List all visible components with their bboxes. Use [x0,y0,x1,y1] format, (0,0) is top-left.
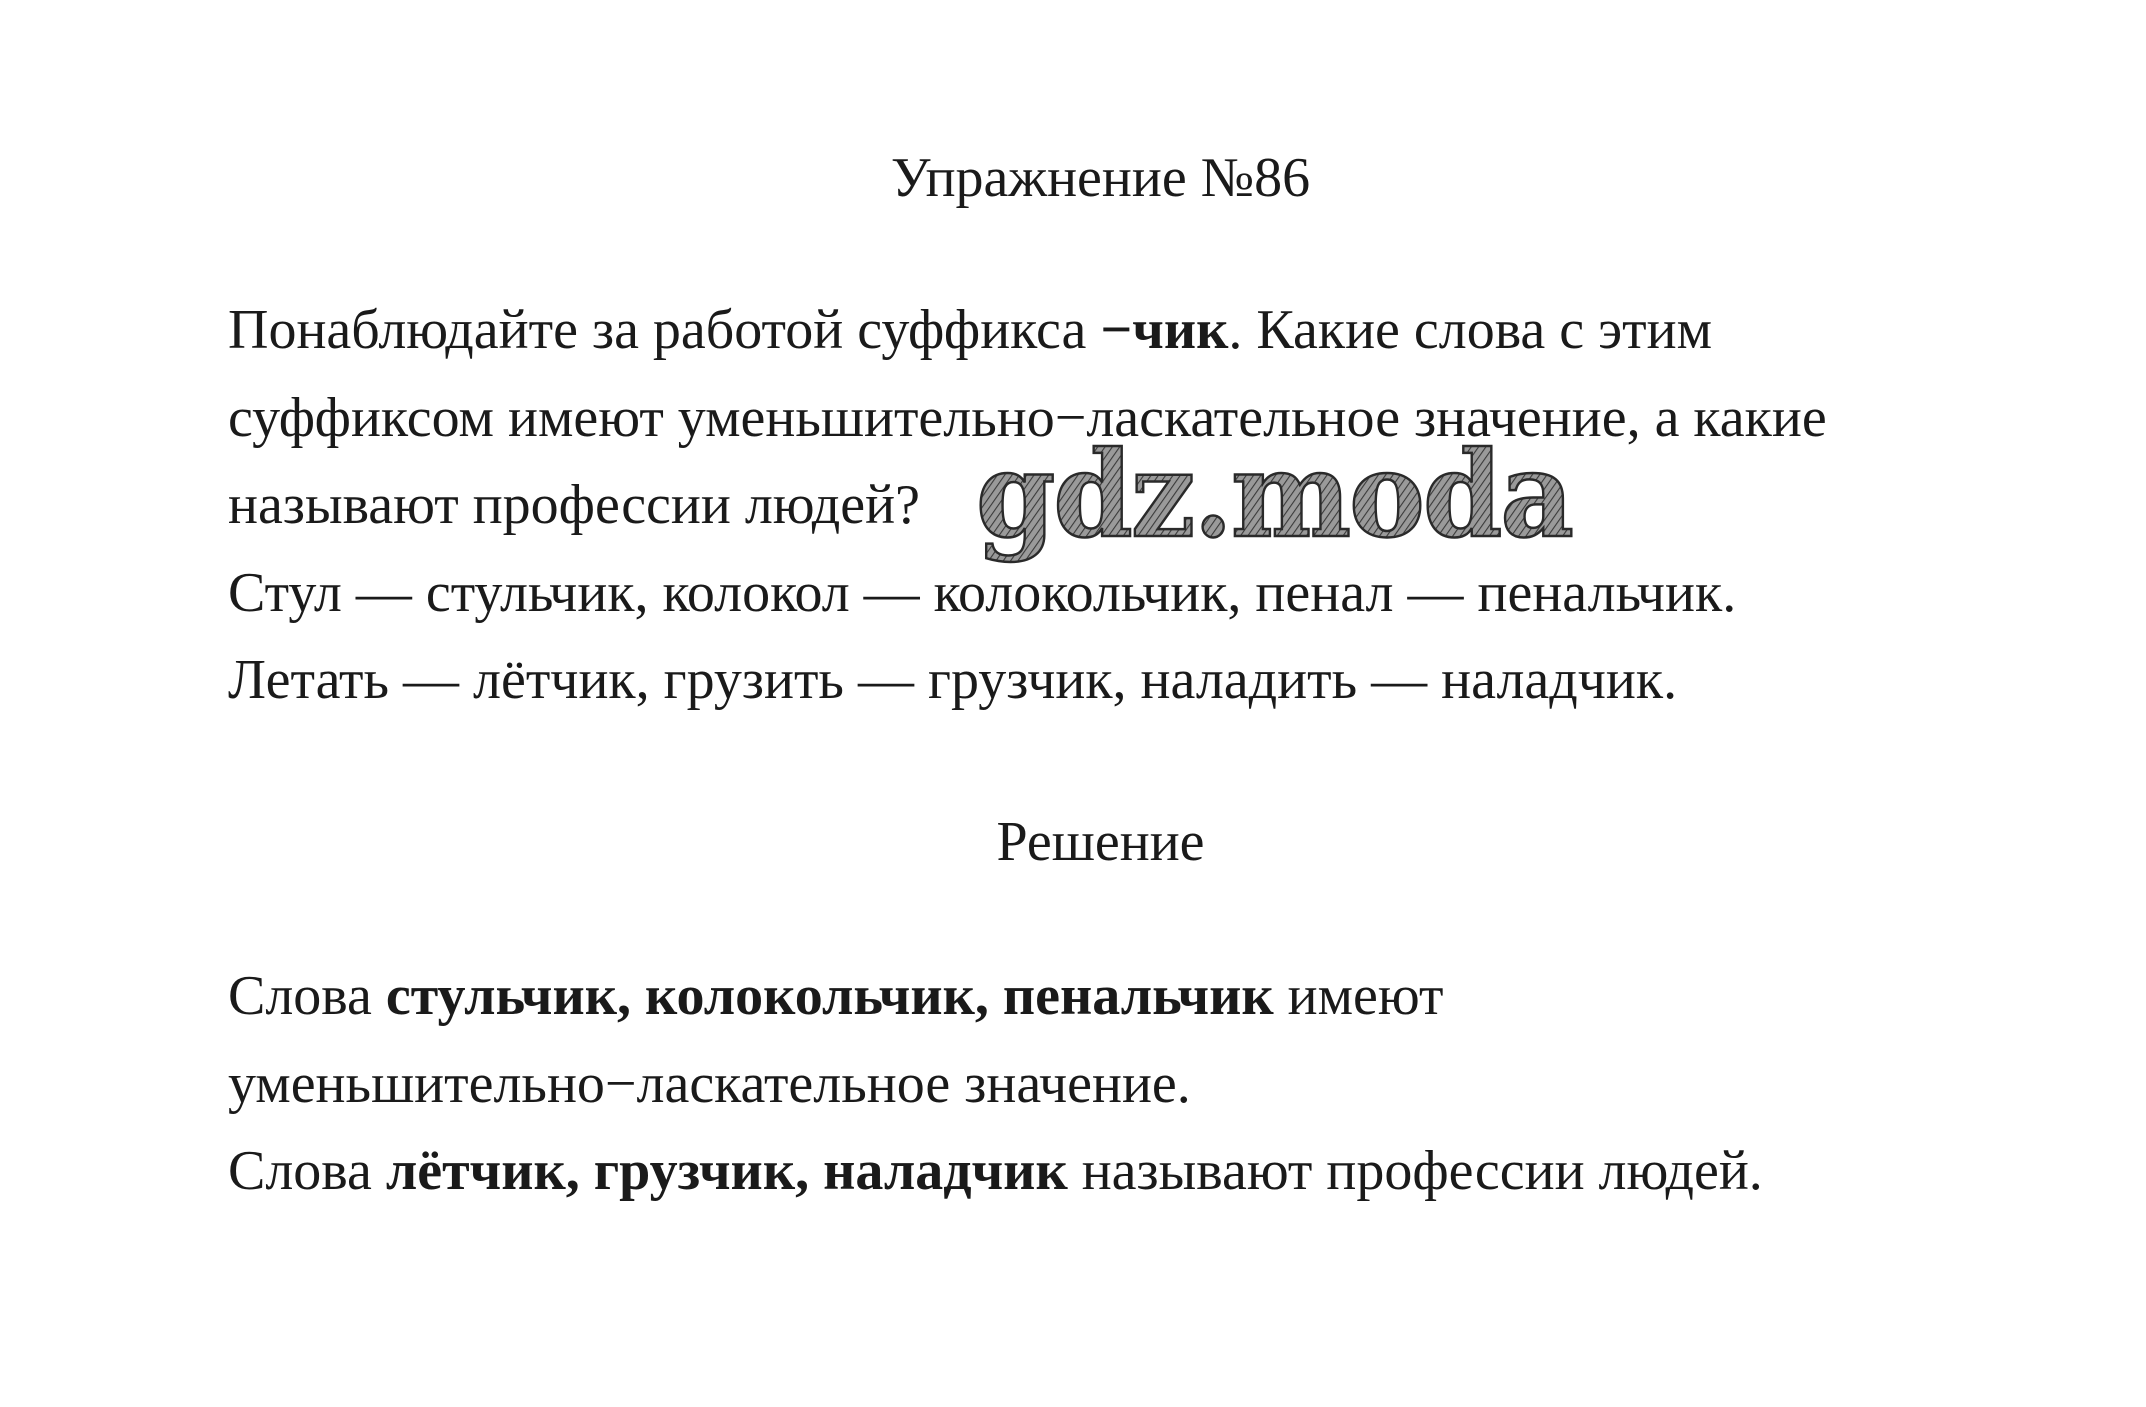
solution-diminutive-words: стульчик, колокольчик, пенальчик [385,965,1274,1027]
watermark-text: gdz.moda [976,440,1572,564]
solution-line-3-suffix: называют профессии людей. [1067,1140,1763,1202]
solution-line-1 [228,966,1443,1026]
task-line-1-part-1: Понаблюдайте за работой суффикса [228,299,1101,361]
task-line-2: суффиксом имеют уменьшительно−ласкательное значение, а какие [228,387,1827,449]
solution-profession-words: лётчик, грузчик, наладчик [385,1140,1068,1202]
task-line-3: называют профессии людей? [228,474,920,536]
task-line-5: Летать — лётчик, грузить — грузчик, наладить — наладчик. [228,649,1678,711]
watermark-logo [970,440,1580,575]
task-line-4: Стул — стульчик, колокол — колокольчик, пенал — пенальчик. [228,562,1737,624]
solution-line-3 [228,1141,1763,1201]
solution-heading: Решение [996,811,1205,873]
task-line-1-part-2: . Какие слова с этим [1228,299,1713,361]
solution-line-2: уменьшительно−ласкательное значение. [228,1053,1191,1115]
exercise-title: Упражнение №86 [890,147,1311,209]
solution-line-1-suffix: имеют [1273,965,1444,1027]
solution-line-1-prefix: Слова [228,965,386,1027]
task-suffix: −чик [1100,299,1229,361]
solution-line-3-prefix: Слова [228,1140,386,1202]
task-line-1 [228,300,1712,360]
